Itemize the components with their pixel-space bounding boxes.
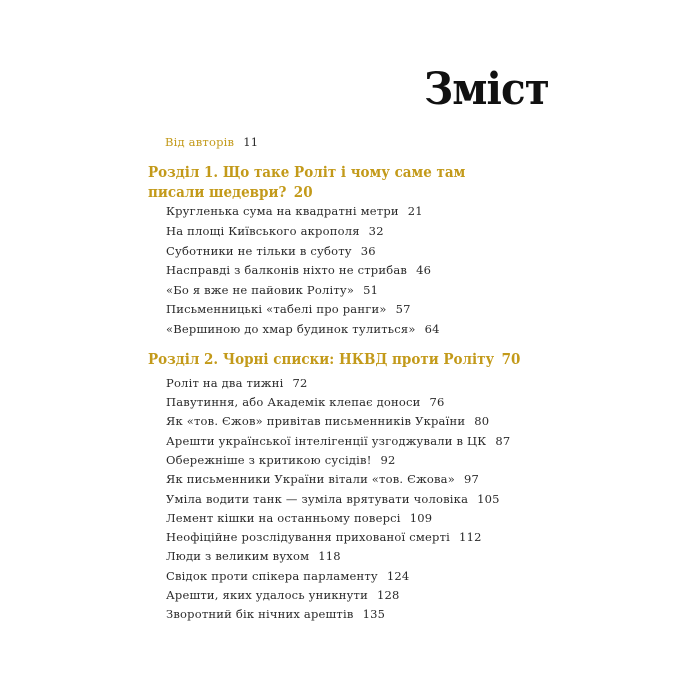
preface-page: 11 bbox=[243, 135, 259, 149]
toc-entry bbox=[166, 378, 308, 390]
chapter-1-title-line-1: Розділ 1. Що таке Роліт і чому саме там bbox=[148, 164, 466, 181]
entry-label: Неофіційне розслідування прихованої смерті bbox=[166, 530, 451, 544]
toc-entry bbox=[166, 416, 489, 428]
chapter-2-title-line bbox=[148, 350, 520, 370]
chapter-1-title-line-2 bbox=[148, 183, 465, 203]
entry-page: 36 bbox=[360, 244, 376, 258]
chapter-1-title-line-2-text: писали шедеври? bbox=[148, 184, 287, 201]
entry-page: 87 bbox=[495, 434, 511, 448]
entry-label: Насправді з балконів ніхто не стрибав bbox=[166, 263, 408, 277]
chapter-2-heading bbox=[148, 350, 520, 370]
chapter-2-title-text: Розділ 2. Чорні списки: НКВД проти Роліту bbox=[148, 351, 495, 368]
entry-page: 112 bbox=[459, 530, 482, 544]
toc-entry bbox=[166, 304, 411, 316]
entry-label: Люди з великим вухом bbox=[166, 549, 310, 563]
entry-label: «Вершиною до хмар будинок тулиться» bbox=[166, 322, 416, 336]
entry-page: 32 bbox=[368, 224, 384, 238]
entry-label: Уміла водити танк — зуміла врятувати чоловіка bbox=[166, 492, 469, 506]
entry-page: 135 bbox=[362, 607, 386, 621]
entry-page: 80 bbox=[474, 414, 490, 428]
entry-page: 64 bbox=[424, 322, 440, 336]
chapter-1-heading bbox=[148, 163, 465, 203]
entry-label: Кругленька сума на квадратні метри bbox=[166, 204, 399, 218]
entry-label: Зворотний бік нічних арештів bbox=[166, 607, 354, 621]
toc-entry bbox=[166, 474, 479, 486]
entry-label: Роліт на два тижні bbox=[166, 376, 284, 390]
toc-entry bbox=[166, 226, 384, 238]
entry-page: 118 bbox=[318, 549, 341, 563]
toc-entry bbox=[166, 532, 482, 544]
entry-page: 109 bbox=[409, 511, 433, 525]
toc-entry bbox=[166, 246, 376, 258]
toc-entry bbox=[166, 324, 440, 336]
toc-entry bbox=[166, 285, 378, 297]
preface-entry bbox=[165, 137, 258, 149]
toc-entry bbox=[166, 265, 431, 277]
toc-entry bbox=[166, 571, 409, 583]
entry-label: Обережніше з критикою сусідів! bbox=[166, 453, 372, 467]
entry-page: 76 bbox=[429, 395, 445, 409]
entry-label: Письменницькі «табелі про ранги» bbox=[166, 302, 387, 316]
page-title: Зміст bbox=[424, 64, 549, 115]
entry-page: 124 bbox=[386, 569, 410, 583]
entry-label: Як письменники України вітали «тов. Єжова» bbox=[166, 472, 455, 486]
toc-entry bbox=[166, 494, 500, 506]
preface-label: Від авторів bbox=[165, 135, 235, 149]
chapter-2-page: 70 bbox=[501, 351, 521, 368]
entry-label: Павутиння, або Академік клепає доноси bbox=[166, 395, 421, 409]
toc-entry bbox=[166, 397, 445, 409]
entry-label: Арешти, яких удалось уникнути bbox=[166, 588, 368, 602]
entry-label: На площі Київського акрополя bbox=[166, 224, 360, 238]
entry-page: 105 bbox=[477, 492, 500, 506]
toc-entry bbox=[166, 513, 432, 525]
entry-label: Як «тов. Єжов» привітав письменників України bbox=[166, 414, 466, 428]
toc-entry bbox=[166, 590, 400, 602]
entry-label: «Бо я вже не пайовик Роліту» bbox=[166, 283, 355, 297]
chapter-1-page: 20 bbox=[293, 184, 313, 201]
entry-label: Арешти української інтелігенції узгоджували в ЦК bbox=[166, 434, 487, 448]
entry-page: 51 bbox=[363, 283, 379, 297]
toc-entry bbox=[166, 206, 423, 218]
toc-entry bbox=[166, 609, 385, 621]
entry-page: 57 bbox=[395, 302, 411, 316]
toc-entry bbox=[166, 436, 510, 448]
entry-label: Свідок проти спікера парламенту bbox=[166, 569, 378, 583]
entry-page: 72 bbox=[292, 376, 308, 390]
entry-label: Лемент кішки на останньому поверсі bbox=[166, 511, 401, 525]
entry-page: 92 bbox=[380, 453, 396, 467]
entry-page: 97 bbox=[463, 472, 480, 486]
toc-entry bbox=[166, 551, 341, 563]
entry-page: 128 bbox=[377, 588, 400, 602]
toc-entry bbox=[166, 455, 396, 467]
entry-page: 21 bbox=[407, 204, 423, 218]
entry-label: Суботники не тільки в суботу bbox=[166, 244, 352, 258]
entry-page: 46 bbox=[416, 263, 432, 277]
